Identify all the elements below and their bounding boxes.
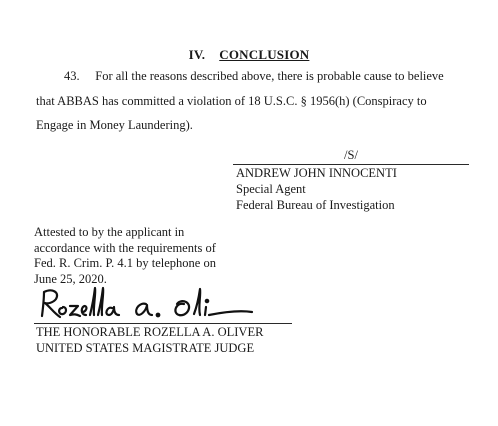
affiant-signature: /S/ <box>344 148 358 162</box>
attestation-line-4: June 25, 2020. <box>34 271 107 286</box>
section-number: IV. <box>188 47 206 62</box>
affiant-agency: Federal Bureau of Investigation <box>236 198 395 212</box>
affiant-name: ANDREW JOHN INNOCENTI <box>236 166 397 180</box>
attestation-line-1: Attested to by the applicant in <box>34 225 185 239</box>
judge-title: UNITED STATES MAGISTRATE JUDGE <box>36 341 255 355</box>
attestation-line-3: Fed. R. Crim. P. 4.1 by telephone on <box>34 256 216 270</box>
paragraph-line-1: 43. For all the reasons described above, there is probable cause to believe <box>64 69 444 83</box>
paragraph-line-2: that ABBAS has committed a violation of 18 U.S.C. § 1956(h) (Conspiracy to <box>36 93 427 108</box>
paragraph-line-3: Engage in Money Laundering). <box>36 118 193 132</box>
section-title: CONCLUSION <box>219 47 310 62</box>
section-heading <box>0 47 498 63</box>
attestation-line-2: accordance with the requirements of <box>34 240 216 255</box>
affiant-title: Special Agent <box>236 182 306 196</box>
judge-name: THE HONORABLE ROZELLA A. OLIVER <box>36 325 264 339</box>
judge-handwritten-signature <box>34 282 294 326</box>
